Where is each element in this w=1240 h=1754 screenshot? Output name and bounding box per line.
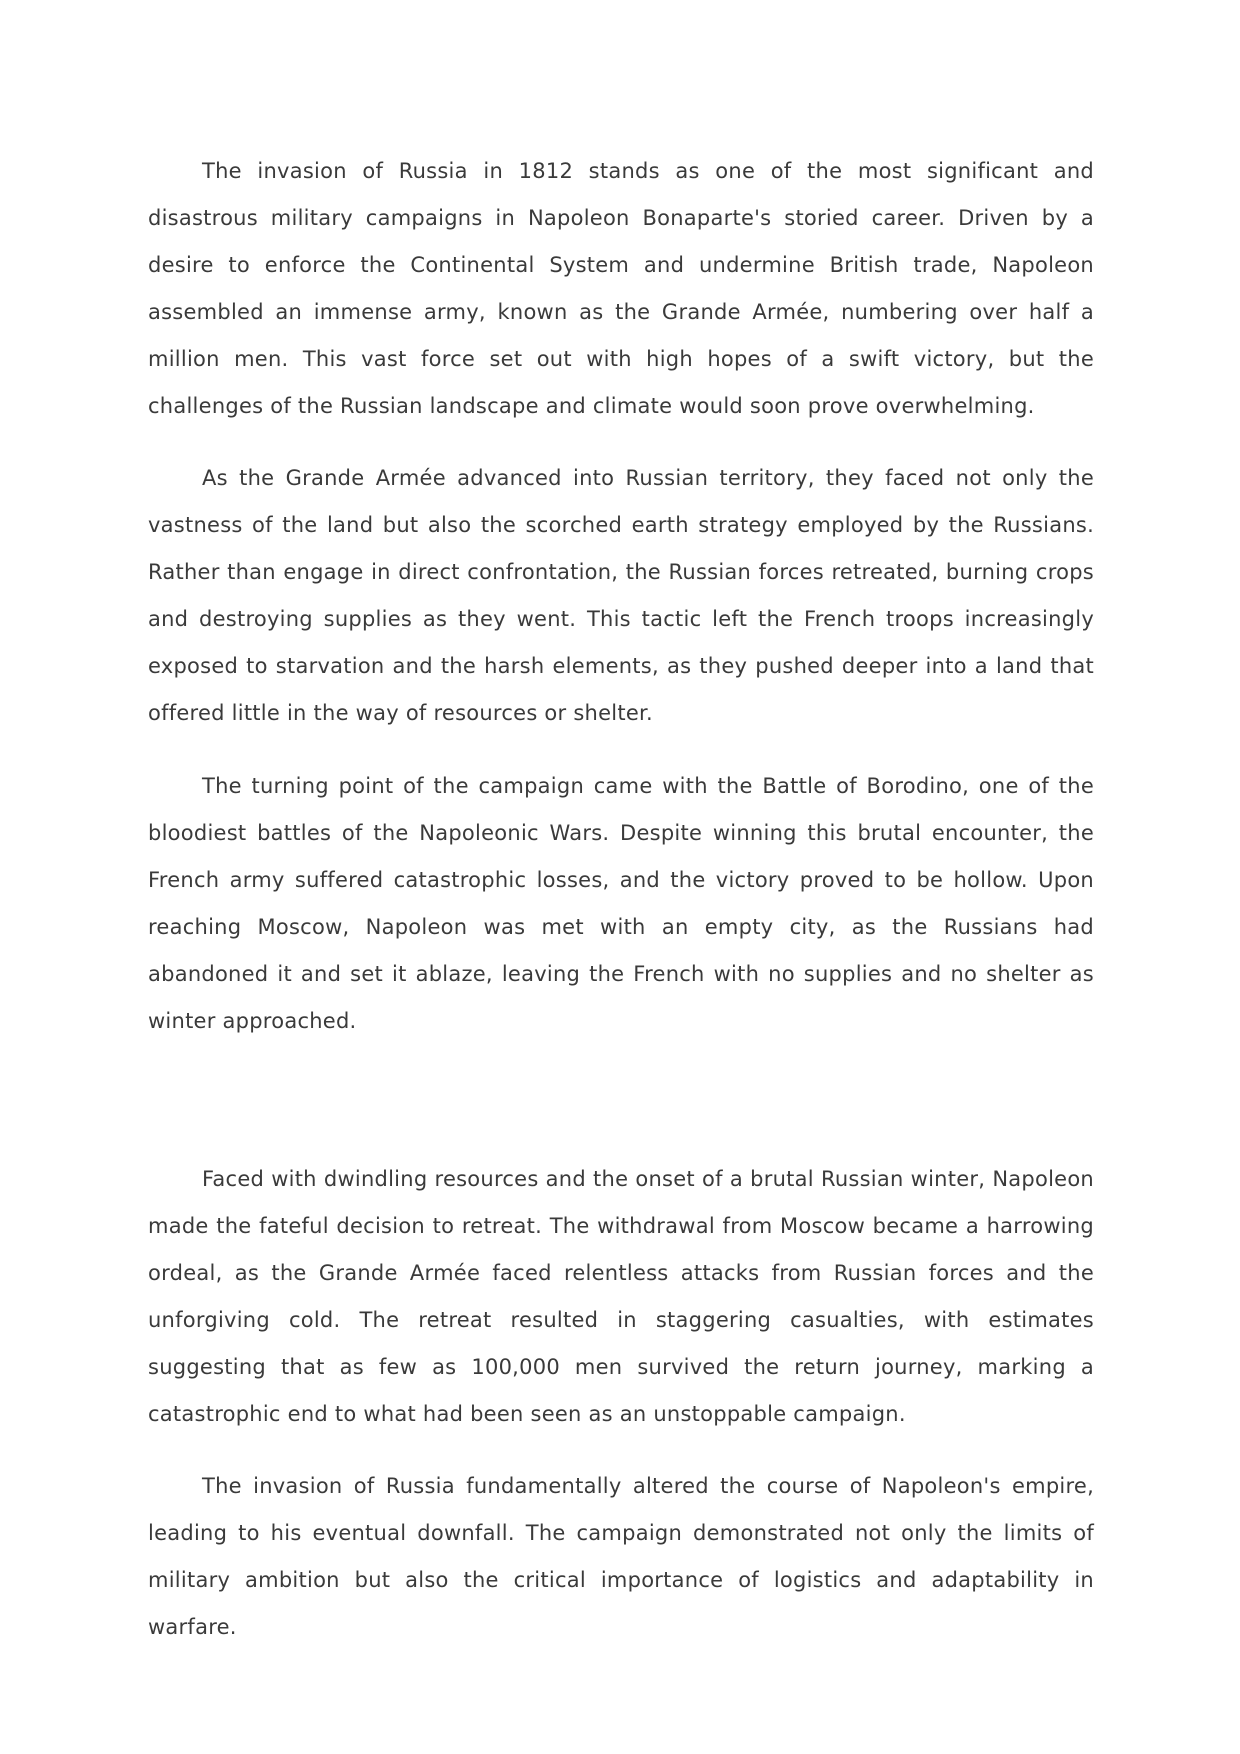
- paragraph-retreat: Faced with dwindling resources and the onset of a brutal Russian winter, Napoleon made the fateful decision to retreat. The withdrawal from Moscow became a harrowing ordeal, as the Grande Armée faced relentless attacks from Russian forces and the unforgiving cold. The retreat resulted in staggering casualties, with estimates suggesting that as few as 100,000 men survived the return journey, marking a catastrophic end to what had been seen as an unstoppable campaign.: [148, 1167, 1094, 1426]
- paragraph-scorched-earth: As the Grande Armée advanced into Russian territory, they faced not only the vastness of the land but also the scorched earth strategy employed by the Russians. Rather than engage in direct confrontation, the Russian forces retreated, burning crops and destroying supplies as they went. This tactic left the French troops increasingly exposed to starvation and the harsh elements, as they pushed deeper into a land that offered little in the way of resources or shelter.: [148, 466, 1094, 725]
- paragraph-invasion-intro: The invasion of Russia in 1812 stands as one of the most significant and disastrous military campaigns in Napoleon Bonaparte's storied career. Driven by a desire to enforce the Continental System and undermine British trade, Napoleon assembled an immense army, known as the Grande Armée, numbering over half a million men. This vast force set out with high hopes of a swift victory, but the challenges of the Russian landscape and climate would soon prove overwhelming.: [148, 159, 1094, 418]
- paragraph-conclusion: The invasion of Russia fundamentally altered the course of Napoleon's empire, leading to his eventual downfall. The campaign demonstrated not only the limits of military ambition but also the critical importance of logistics and adaptability in warfare.: [148, 1474, 1094, 1639]
- paragraph-borodino-moscow: The turning point of the campaign came with the Battle of Borodino, one of the bloodiest battles of the Napoleonic Wars. Despite winning this brutal encounter, the French army suffered catastrophic losses, and the victory proved to be hollow. Upon reaching Moscow, Napoleon was met with an empty city, as the Russians had abandoned it and set it ablaze, leaving the French with no supplies and no shelter as winter approached.: [148, 774, 1094, 1033]
